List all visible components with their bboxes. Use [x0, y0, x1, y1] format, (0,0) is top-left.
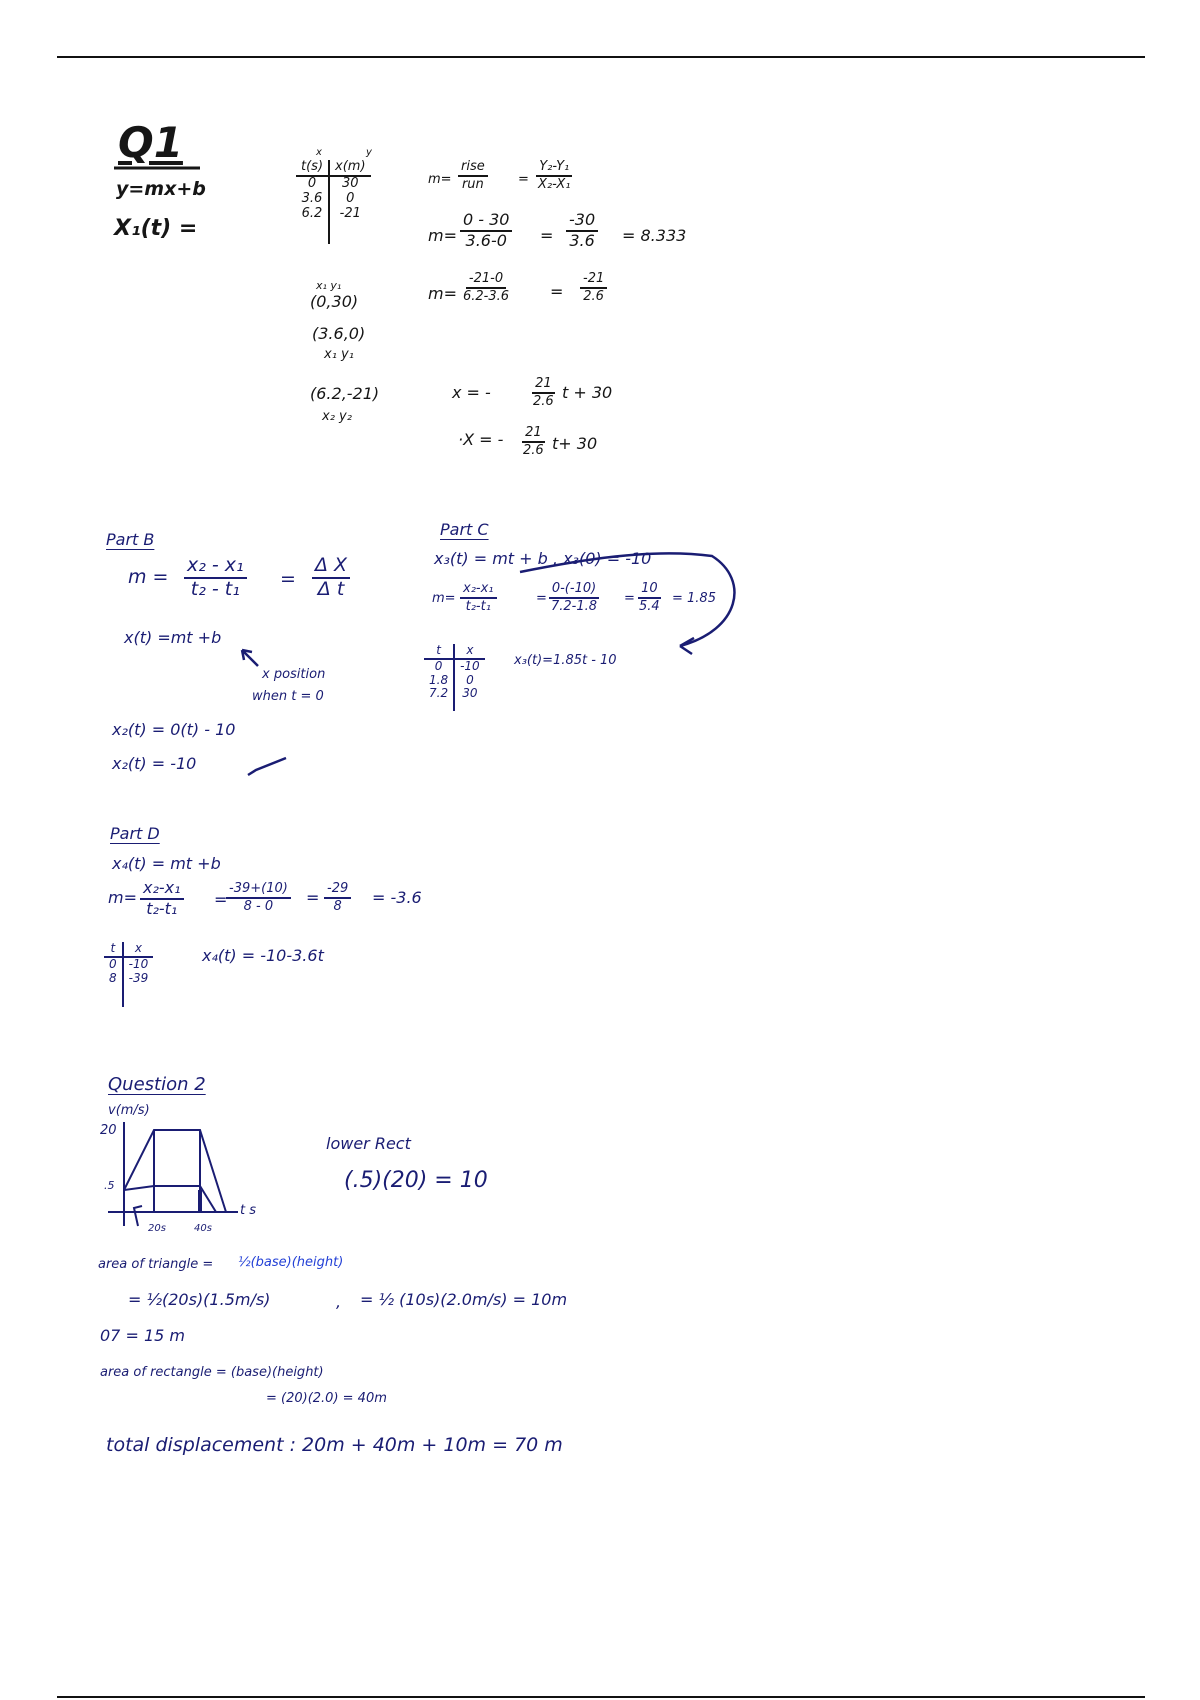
fraction-denominator: 6.2-3.6	[463, 288, 510, 304]
q2-graph-ytick-20: 20	[100, 1123, 117, 1138]
fraction-numerator: Y₂-Y₁	[536, 160, 572, 177]
part-d-slope-lhs: m=	[108, 888, 137, 907]
q2-triangle-separator: ,	[336, 1292, 342, 1311]
part-c-slope-lhs: m=	[432, 591, 456, 606]
fraction-numerator: 21	[522, 426, 545, 443]
q1-table-y-top: y	[366, 147, 372, 158]
part-c-slope-eq2: =	[624, 591, 635, 606]
fraction-denominator: Δ t	[317, 577, 345, 600]
part-c-slope-result: = 1.85	[672, 591, 716, 606]
q1-slope-calc1-result: = 8.333	[622, 226, 687, 245]
q2-graph-ytick-low: .5	[104, 1179, 115, 1192]
part-c-table-cell: -10	[460, 658, 480, 673]
fraction-numerator: 0-(-10)	[549, 582, 599, 599]
q1-final1-lhs: x = -	[452, 383, 491, 402]
part-b-slope-eq: =	[280, 568, 296, 590]
part-d-slope-result: = -3.6	[372, 888, 422, 907]
fraction-numerator: 21	[532, 377, 555, 394]
q1-point-label: x₁ y₁	[324, 347, 354, 362]
fraction-denominator: 2.6	[523, 442, 544, 458]
fraction-denominator: 8 - 0	[243, 898, 274, 914]
part-b-note-x-position: x position	[262, 667, 326, 682]
part-d-slope-eq2: =	[306, 888, 320, 907]
part-c-table-header: t	[424, 644, 454, 659]
q1-point: (6.2,-21)	[310, 384, 380, 403]
part-b-note-when-t0: when t = 0	[252, 689, 324, 704]
part-d-result: x₄(t) = -10-3.6t	[202, 946, 324, 965]
fraction-numerator: -39+(10)	[226, 882, 291, 899]
q1-table-cell: 30	[342, 175, 359, 191]
part-c-table-cell: 30	[462, 686, 478, 701]
part-d-table-header: x	[123, 942, 154, 957]
q2-velocity-time-graph	[108, 1122, 238, 1226]
q1-slope-calc2-eq: =	[550, 282, 564, 301]
q1-slope-calc2-lhs: m=	[428, 284, 457, 303]
fraction-numerator: x₂-x₁	[460, 582, 497, 599]
part-c-title: Part C	[440, 520, 489, 539]
q2-graph-xaxis-label: t s	[240, 1203, 257, 1218]
part-b-line1: x₂(t) = 0(t) - 10	[112, 720, 236, 739]
q1-slope-calc1-eq: =	[540, 226, 554, 245]
part-c-equation: x₃(t) = mt + b , x₃(0) = -10	[434, 549, 652, 568]
part-c-table-cell: 7.2	[424, 687, 454, 711]
fraction-numerator: rise	[458, 160, 488, 177]
q2-rectangle-label: area of rectangle = (base)(height)	[100, 1365, 324, 1380]
q2-triangle-calc1: = ½(20s)(1.5m/s)	[128, 1290, 271, 1309]
part-d-slope-eq: =	[214, 890, 228, 909]
q1-table-cell: 0	[296, 176, 329, 192]
q2-graph-origin-mark	[134, 1206, 142, 1226]
fraction-numerator: -29	[324, 882, 351, 899]
part-c-result: x₃(t)=1.85t - 10	[514, 653, 617, 668]
fraction-numerator: -21	[580, 272, 607, 289]
fraction-denominator: t₂-t₁	[465, 598, 491, 614]
fraction-denominator: 5.4	[639, 598, 660, 614]
fraction-denominator: t₂ - t₁	[190, 577, 240, 600]
q2-graph-lower-line	[124, 1186, 216, 1212]
fraction-numerator: x₂-x₁	[140, 880, 184, 900]
part-d-equation: x₄(t) = mt +b	[112, 854, 221, 873]
part-b-title: Part B	[106, 530, 155, 549]
part-b-line2: x₂(t) = -10	[112, 754, 197, 773]
q1-table-header-x: x(m)	[329, 160, 371, 176]
part-d-table-cell: 0	[104, 957, 123, 972]
part-d-table-cell: -39	[128, 970, 149, 985]
q1-final2-rhs: t+ 30	[552, 434, 598, 453]
q1-title: Q1	[118, 118, 183, 167]
part-c-table-cell: 0	[466, 672, 474, 687]
q2-triangle-calc2: = ½ (10s)(2.0m/s) = 10m	[360, 1290, 568, 1309]
part-b-equation: x(t) =mt +b	[124, 628, 222, 647]
q1-point: (3.6,0)	[312, 324, 366, 343]
q1-point: (0,30)	[310, 292, 359, 311]
part-d-table-cell: 8	[104, 972, 123, 1008]
fraction-numerator: Δ X	[312, 556, 350, 579]
q2-rectangle-calc: = (20)(2.0) = 40m	[266, 1391, 387, 1406]
q2-triangle-result: 07 = 15 m	[100, 1326, 185, 1345]
fraction-numerator: 0 - 30	[460, 212, 512, 232]
q1-table-cell: 6.2	[296, 207, 329, 244]
checkmark-icon	[248, 758, 286, 775]
q1-table-cell: 3.6	[296, 192, 329, 207]
fraction-denominator: run	[461, 176, 484, 192]
fraction-numerator: -30	[566, 212, 598, 232]
q2-triangle-label: area of triangle =	[98, 1257, 214, 1272]
part-b-slope-lhs: m =	[128, 566, 169, 588]
part-d-table-header: t	[104, 942, 123, 957]
q2-lower-rect-title: lower Rect	[326, 1134, 411, 1153]
fraction-denominator: 3.6-0	[465, 230, 507, 250]
q1-general-equation: y=mx+b	[116, 178, 206, 200]
q1-table-cell: 0	[346, 190, 355, 206]
fraction-denominator: 7.2-1.8	[551, 598, 598, 614]
part-c-arrowhead-icon	[680, 638, 694, 654]
fraction-denominator: t₂-t₁	[146, 898, 178, 918]
q2-lower-rect-calc: (.5)(20) = 10	[344, 1168, 488, 1193]
fraction-numerator: x₂ - x₁	[184, 556, 247, 579]
q2-graph-xtick-20s: 20s	[148, 1223, 166, 1234]
fraction-denominator: X₂-X₁	[538, 176, 571, 192]
q1-slope-calc1-lhs: m=	[428, 226, 457, 245]
fraction-denominator: 8	[333, 898, 342, 914]
q1-x1-label: X₁(t) =	[114, 216, 198, 241]
q1-table-cell: -21	[339, 205, 361, 221]
fraction-numerator: -21-0	[466, 272, 506, 289]
part-c-slope-eq: =	[536, 591, 547, 606]
q1-final2-lhs: ·X = -	[458, 430, 504, 449]
part-c-curved-arrow-icon	[520, 553, 734, 646]
q1-table-header-t: t(s)	[296, 160, 329, 176]
q2-graph-ylabel: v(m/s)	[108, 1103, 150, 1118]
part-b-arrow-icon	[242, 650, 258, 666]
q1-point-label: x₁ y₁	[316, 279, 342, 292]
q2-title: Question 2	[108, 1074, 206, 1095]
fraction-denominator: 2.6	[533, 393, 554, 409]
q2-graph-velocity-line	[124, 1130, 226, 1212]
q1-slope-def-eq: =	[518, 172, 529, 187]
part-c-table-header: x	[454, 644, 485, 659]
q2-graph-xtick-40s: 40s	[194, 1223, 212, 1234]
part-d-title: Part D	[110, 824, 160, 843]
part-c-table-cell: 0	[424, 659, 454, 674]
q1-point-label: x₂ y₂	[322, 409, 352, 424]
part-c-table-cell: 1.8	[424, 674, 454, 688]
q2-triangle-formula: ½(base)(height)	[238, 1255, 344, 1270]
part-d-table-cell: -10	[128, 956, 149, 971]
fraction-denominator: 2.6	[583, 288, 604, 304]
q2-total-displacement: total displacement : 20m + 40m + 10m = 70 m	[106, 1434, 563, 1456]
q1-table-x-top: x	[316, 147, 322, 158]
q1-final1-rhs: t + 30	[562, 383, 613, 402]
q1-slope-def-lhs: m=	[428, 172, 452, 187]
fraction-numerator: 10	[638, 582, 661, 599]
fraction-denominator: 3.6	[569, 230, 595, 250]
